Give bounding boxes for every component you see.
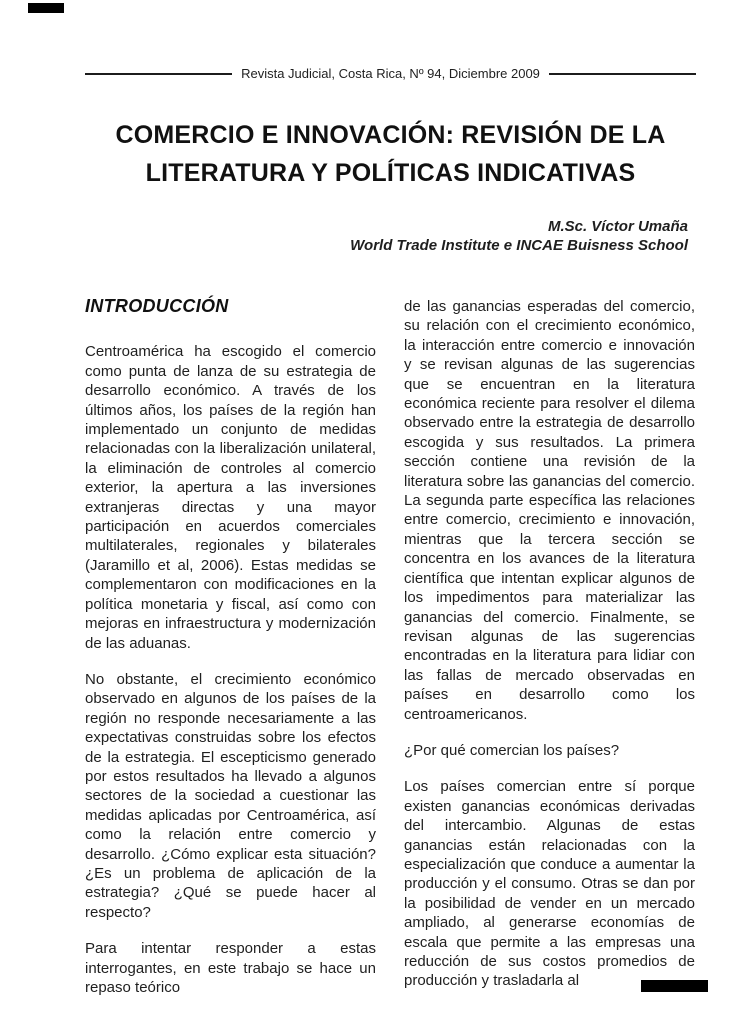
left-paragraph-1: Centroamérica ha escogido el comercio como punta de lanza de su estrategia de desarrollo económico. A través de los últimos años, los países de la región han implementado un conjunto de medidas relacionadas con la liberalización unilateral, la eliminación de controles al comercio exterior, la apertura a las inversiones extranjeras directas y una mayor participación en acuerdos comerciales multilaterales, regionales y bilaterales (Jaramillo et al, 2006). Estas medidas se complementaron con modificaciones en la política monetaria y fiscal, así como con mejoras en infraestructura y modernización de las aduanas. — [85, 343, 376, 652]
right-paragraph-1: de las ganancias esperadas del comercio, su relación con el crecimiento económico, la interacción entre comercio e innovación y se revisan algunas de las sugerencias que se encuentran en la literatura económica reciente para resolver el dilema observado entre la estrategia de desarrollo escogida y sus resultados. La primera sección contiene una revisión de la literatura sobre las ganancias del comercio. La segunda parte específica las relaciones entre comercio, crecimiento e innovación, mientras que la tercera sección se concentra en los avances de la literatura científica que intentan explicar algunos de los impedimentos para materializar las ganancias del comercio. Finalmente, se revisan algunas de las sugerencias encontradas en la literatura para lidiar con las fallas de mercado observadas en países en desarrollo como los centroamericanos. — [404, 298, 695, 723]
scan-artifact-top-left — [28, 3, 64, 13]
section-heading-introduccion: INTRODUCCIÓN — [85, 296, 229, 316]
article-title-line2: LITERATURA Y POLÍTICAS INDICATIVAS — [145, 159, 636, 187]
author-block — [350, 217, 688, 255]
left-column — [85, 297, 376, 1014]
running-head-rule-left — [85, 73, 232, 75]
author-affiliation: World Trade Institute e INCAE Buisness School — [350, 237, 688, 254]
article-title-line1: COMERCIO E INNOVACIÓN: REVISIÓN DE LA — [115, 121, 666, 149]
right-paragraph-2: Los países comercian entre sí porque existen ganancias económicas derivadas del intercambio. Algunas de estas ganancias están relacionadas con la especialización que conduce a aumentar la producción y el consumo. Otras se dan por la posibilidad de vender en un mercado ampliado, al generarse economías de escala que permite a las empresas una reducción de sus costos promedios de producción y trasladarla al — [404, 778, 695, 990]
running-head — [85, 66, 696, 81]
right-column — [404, 297, 695, 1014]
running-head-text: Revista Judicial, Costa Rica, Nº 94, Diciembre 2009 — [241, 66, 540, 81]
author-name: M.Sc. Víctor Umaña — [547, 218, 688, 235]
subheading-por-que-comercian: ¿Por qué comercian los países? — [404, 741, 620, 759]
article-title — [80, 116, 701, 192]
running-head-rule-right — [549, 73, 696, 75]
article-body — [85, 297, 695, 1014]
left-paragraph-3: Para intentar responder a estas interrogantes, en este trabajo se hace un repaso teórico — [85, 940, 376, 996]
left-paragraph-2: No obstante, el crecimiento económico observado en algunos de los países de la región no responde necesariamente a las expectativas construidas sobre los efectos de la estrategia. El escepticismo generado por estos resultados ha llevado a algunos sectores de la sociedad a cuestionar las medidas aplicadas por Centroamérica, así como la relación entre comercio y desarrollo. ¿Cómo explicar esta situación? ¿Es un problema de aplicación de la estrategia? ¿Qué se puede hacer al respecto? — [85, 670, 376, 921]
